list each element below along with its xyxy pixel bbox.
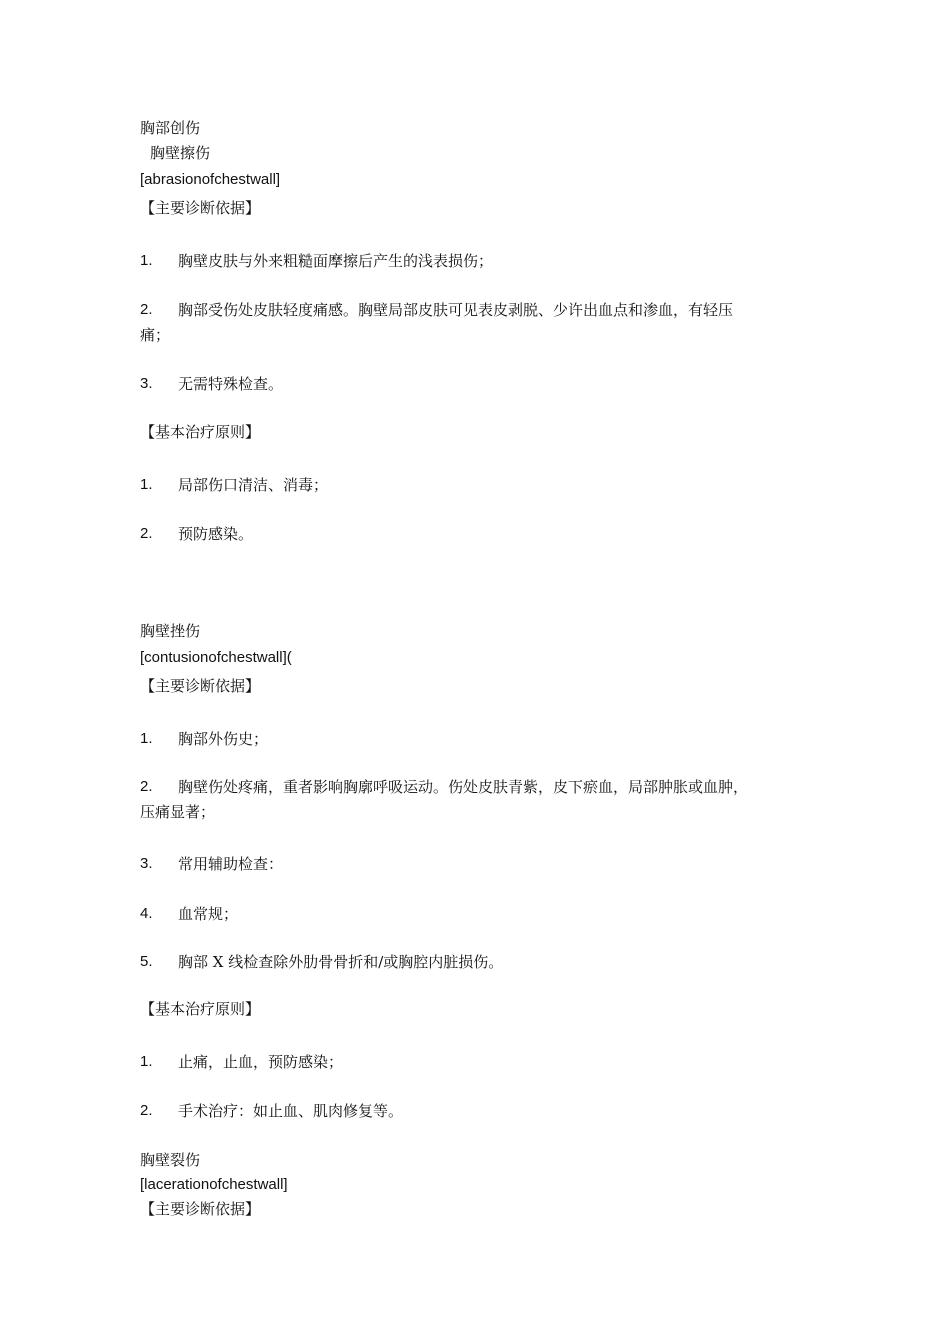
laceration-diagnosis-heading: 【主要诊断依据】 — [140, 1200, 261, 1218]
list-number: 1. — [140, 1053, 153, 1070]
abrasion-english-term: [abrasionofchestwall] — [140, 171, 281, 188]
list-number: 1. — [140, 730, 153, 747]
abrasion-diagnosis-item-continuation: 痛； — [140, 326, 171, 344]
list-text: 预防感染。 — [178, 525, 254, 543]
list-text: 无需特殊检查。 — [178, 375, 284, 393]
list-text: 胸部受伤处皮肤轻度痛感。胸壁局部皮肤可见表皮剥脱、少许出血点和渗血，有轻压 — [178, 301, 734, 319]
list-number: 1. — [140, 252, 153, 269]
list-number: 2. — [140, 301, 153, 318]
laceration-english-term: [lacerationofchestwall] — [140, 1176, 288, 1193]
contusion-diagnosis-heading: 【主要诊断依据】 — [140, 677, 261, 695]
list-number: 3. — [140, 855, 153, 872]
laceration-title: 胸壁裂伤 — [140, 1151, 201, 1169]
list-text: 胸部 X 线检查除外肋骨骨折和/或胸腔内脏损伤。 — [178, 953, 504, 971]
list-number: 3. — [140, 375, 153, 392]
contusion-english-term: [contusionofchestwall]( — [140, 649, 292, 666]
abrasion-title: 胸壁擦伤 — [150, 144, 211, 162]
list-text: 胸壁伤处疼痛，重者影响胸廓呼吸运动。伤处皮肤青紫，皮下瘀血，局部肿胀或血肿， — [178, 778, 749, 796]
list-text: 常用辅助检查： — [178, 855, 284, 873]
list-number: 2. — [140, 778, 153, 795]
list-text: 手术治疗：如止血、肌肉修复等。 — [178, 1102, 404, 1120]
list-text: 血常规； — [178, 905, 239, 923]
abrasion-treatment-heading: 【基本治疗原则】 — [140, 423, 261, 441]
list-text: 胸部外伤史； — [178, 730, 269, 748]
abrasion-diagnosis-heading: 【主要诊断依据】 — [140, 199, 261, 217]
list-number: 2. — [140, 1102, 153, 1119]
list-number: 4. — [140, 905, 153, 922]
contusion-title: 胸壁挫伤 — [140, 622, 201, 640]
list-text: 止痛，止血，预防感染； — [178, 1053, 344, 1071]
contusion-diagnosis-item-continuation: 压痛显著； — [140, 803, 216, 821]
contusion-treatment-heading: 【基本治疗原则】 — [140, 1000, 261, 1018]
list-number: 5. — [140, 953, 153, 970]
list-text: 胸壁皮肤与外来粗糙面摩擦后产生的浅表损伤； — [178, 252, 494, 270]
list-text: 局部伤口清洁、消毒； — [178, 476, 329, 494]
section-title: 胸部创伤 — [140, 119, 201, 137]
list-number: 2. — [140, 525, 153, 542]
list-number: 1. — [140, 476, 153, 493]
